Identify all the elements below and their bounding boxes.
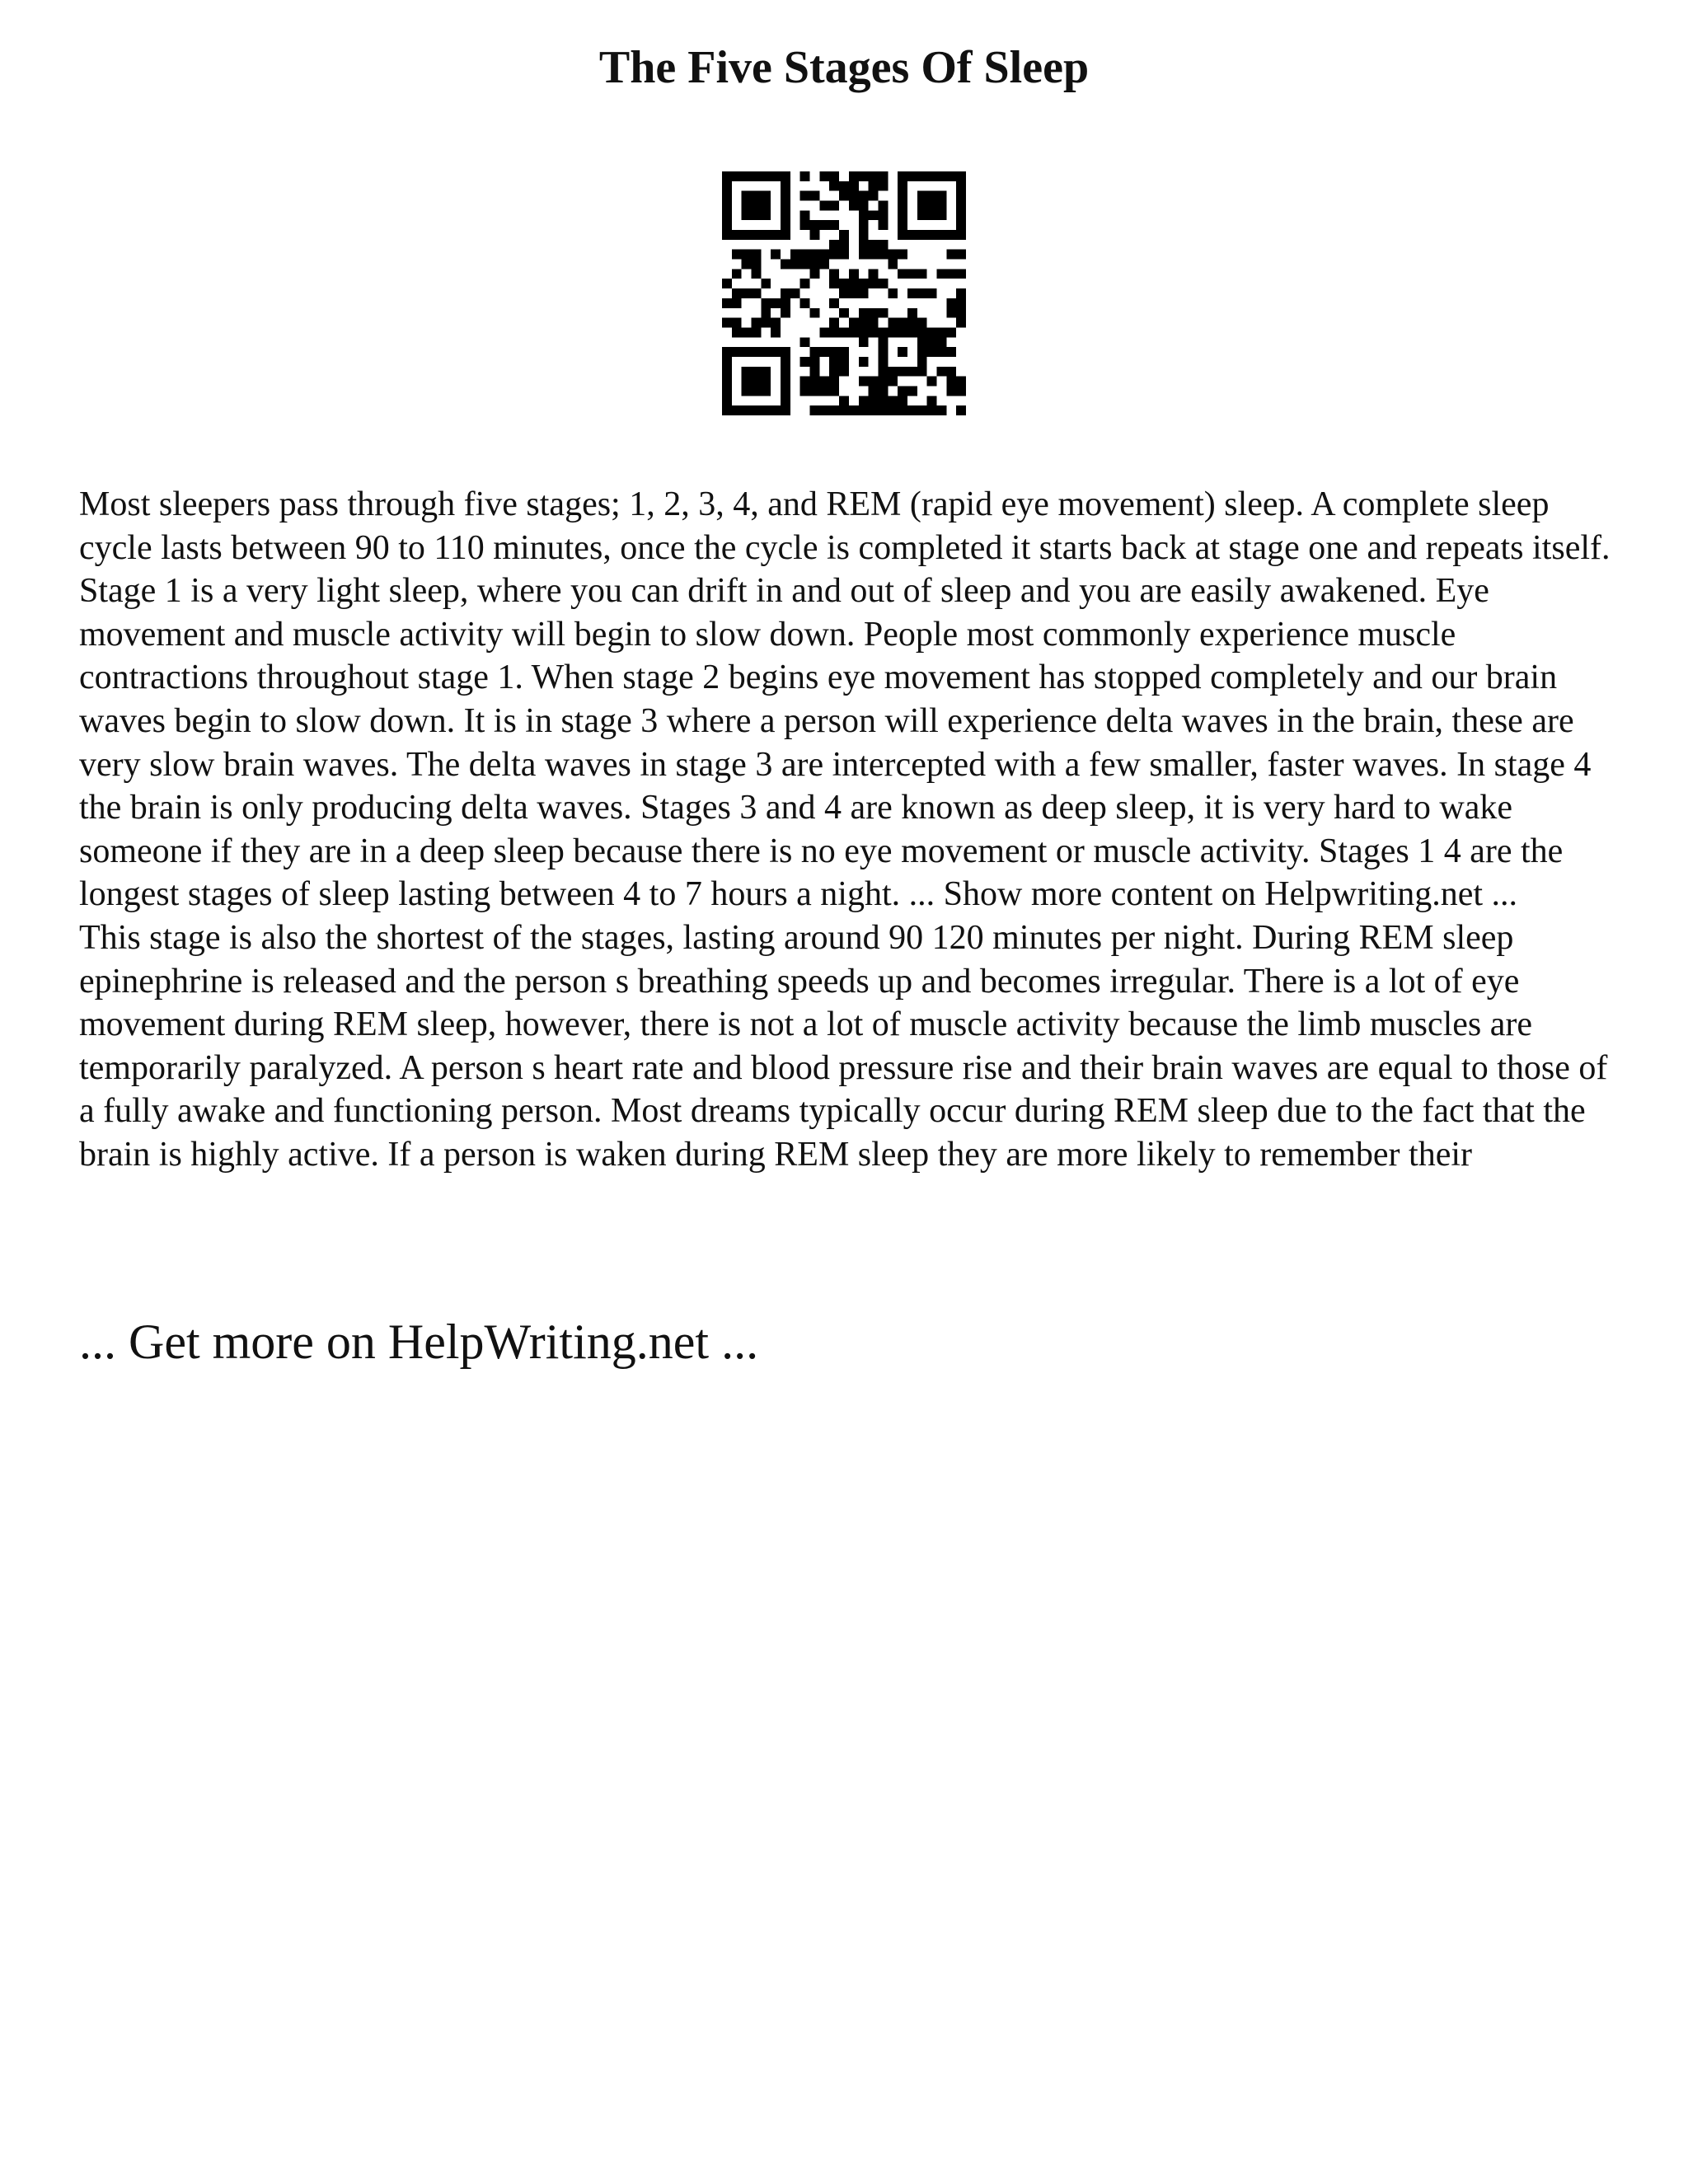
paragraph-2: This stage is also the shortest of the stages, lasting around 90 120 minutes per night. During REM sleep epinephrine is released and the person s breathing speeds up and becomes irregular. There is a lot of eye movement during REM sleep, however, there is not a lot of muscle activity because the limb muscles are temporarily paralyzed. A person s heart rate and blood pressure rise and their brain waves are equal to those of a fully awake and functioning person. Most dreams typically occur during REM sleep due to the fact that the brain is highly active. If a person is waken during REM sleep they are more likely to remember their [79,918,1608,1174]
get-more-link[interactable]: ... Get more on HelpWriting.net ... [79,1315,759,1369]
article-body [79,483,1629,1177]
page-title: The Five Stages Of Sleep [598,42,1090,93]
paragraph-1: Most sleepers pass through five stages; 1, 2, 3, 4, and REM (rapid eye movement) sleep. A complete sleep cycle lasts between 90 to 110 minutes, once the cycle is completed it starts back at stage one and repeats itself. Stage 1 is a very light sleep, where you can drift in and out of sleep and you are easily awakened. Eye movement and muscle activity will begin to slow down. People most commonly experience muscle contractions throughout stage 1. When stage 2 begins eye movement has stopped completely and our brain waves begin to slow down. It is in stage 3 where a person will experience delta waves in the brain, these are very slow brain waves. The delta waves in stage 3 are intercepted with a few smaller, faster waves. In stage 4 the brain is only producing delta waves. Stages 3 and 4 are known as deep sleep, it is very hard to wake someone if they are in a deep sleep because there is no eye movement or muscle activity. Stages 1 4 are the longest stages of sleep lasting between 4 to 7 hours a night. ... Show more content on Helpwriting.net ... [79,485,1611,914]
qr-code-icon[interactable] [722,171,966,415]
